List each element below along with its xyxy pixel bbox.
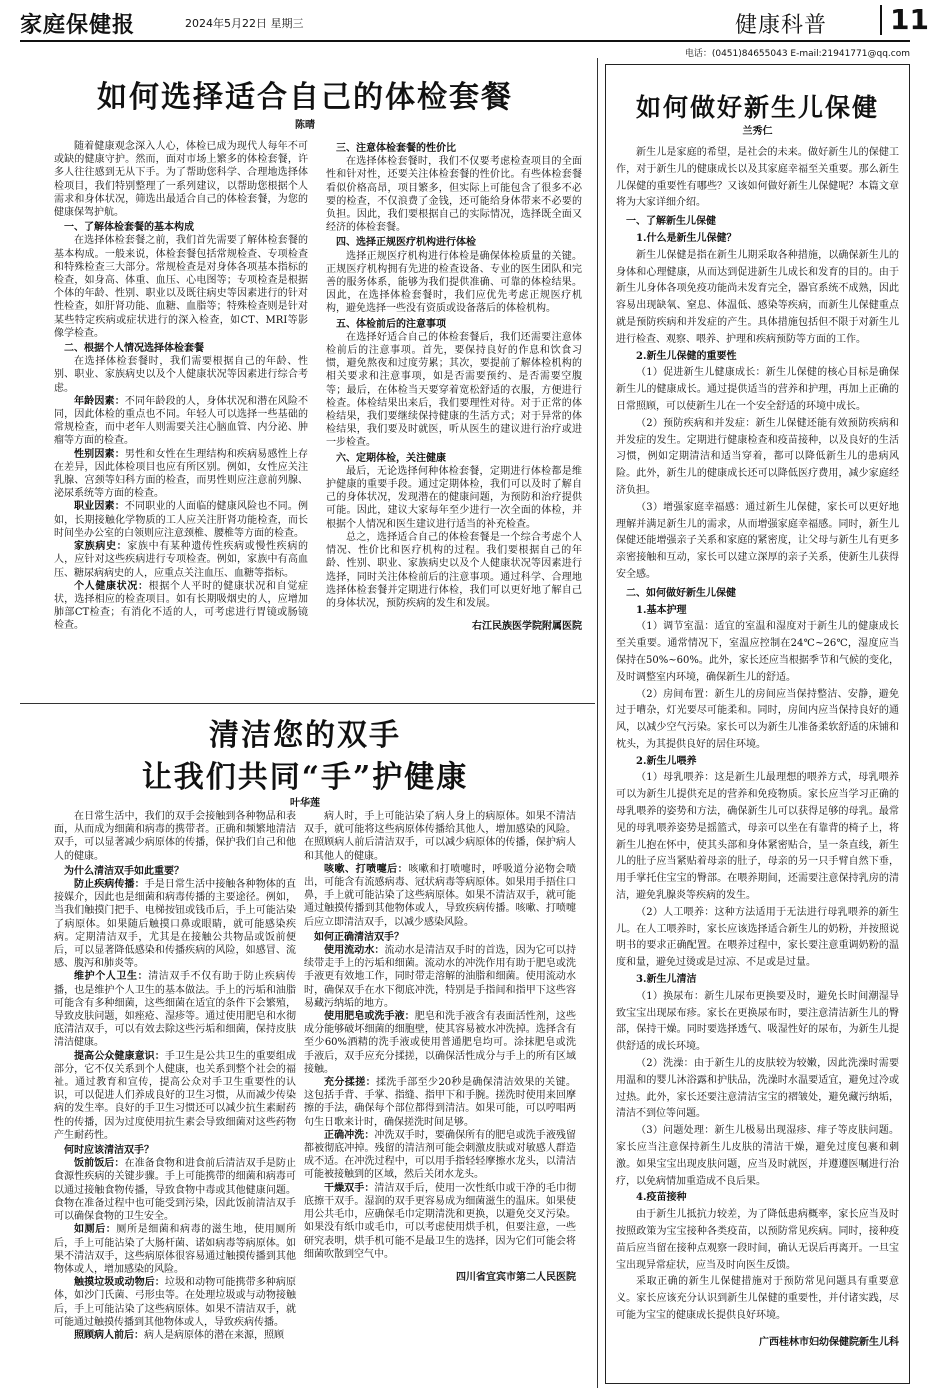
masthead xyxy=(20,3,929,38)
section-heading: 六、定期体检，关注健康 xyxy=(336,452,446,464)
paragraph: （2）人工喂养：这种方法适用于无法进行母乳喂养的新生儿。在人工喂养时，家长应该选择适合新生儿的奶粉，并按照说明书的要求正确配置。在喂养过程中，家长要注意重调奶粉的温度和量，避免过烫或是过凉、不足或是过量。 xyxy=(616,906,899,969)
paragraph-text: 不同职业的人面临的健康风险也不同。例如，长期接触化学物质的工人应关注肝肾功能检查，而长时间坐办公室的白领则应注意颈椎、腰椎等方面的检查。 xyxy=(54,501,308,539)
article2-column-1 xyxy=(54,810,296,1385)
paragraph: （1）促进新生儿健康成长：新生儿保健的核心目标是确保新生儿的健康成长。通过提供适当的营养和护理，再加上正确的日常照顾，可以使新生儿在一个安全舒适的环境中成长。 xyxy=(616,367,899,412)
section-heading: 五、体检前后的注意事项 xyxy=(336,318,446,330)
paragraph-text: 在准备食物和进食前后清洁双手是防止食源性疾病的关键步骤。手上可能携带的细菌和病毒可以通过接触食物传播，导致食物中毒或其他健康问题。食物在准备过程中也可能受到污染，因此饭前清洁双手可以确保食物的卫生安全。 xyxy=(54,1158,296,1223)
paragraph-text: 垃圾和动物可能携带多种病原体，如沙门氏菌、弓形虫等。在处理垃圾或与动物接触后，手上可能沾染了这些病原体。如果不清洁双手，就可能通过触摸传播到其他物体或人，导致疾病传播。 xyxy=(54,1277,296,1328)
section-heading: 一、了解体检套餐的基本构成 xyxy=(64,222,194,234)
paragraph xyxy=(304,863,576,929)
paragraph: 最后，无论选择何种体检套餐，定期进行体检都是维护健康的重要手段。通过定期体检，我们可以及时了解自己的身体状况，发现潜在的健康问题，为预防和治疗提供可能。因此，建议大家每年至少进行一次全面的体检，并根据个人情况和医生建议进行适当的补充检查。 xyxy=(326,465,582,530)
author-institution: 四川省宜宾市第二人民医院 xyxy=(456,1271,576,1283)
keyword-lead: 使用流动水： xyxy=(324,945,385,957)
paragraph xyxy=(54,1223,296,1276)
article2-author: 叶华莲 xyxy=(290,798,320,809)
paragraph-text: 清洁双手后，使用一次性纸巾或干净的毛巾彻底擦干双手。湿润的双手更容易成为细菌滋生的温床。如果使用公共毛巾，应确保毛巾定期清洗和更换，以避免交叉污染。如果没有纸巾或毛巾，可以考虑使用烘手机，但要注意，一些研究表明，烘手机可能不是最卫生的选择，因为它们可能会将细菌吹散到空气中。 xyxy=(304,1182,576,1260)
keyword-lead: 年龄因素： xyxy=(74,395,125,407)
paragraph: 在日常生活中，我们的双手会接触到各种物品和表面，从而成为细菌和病毒的携带者。正确和频繁地清洁双手，可以显著减少病原体的传播，保护我们自己和他人的健康。 xyxy=(54,811,296,862)
paragraph-text: 手卫生是公共卫生的重要组成部分，它不仅关系到个人健康，也关系到整个社会的福祉。通过教育和宣传，提高公众对手卫生重要性的认识，可以促进人们养成良好的卫生习惯，从而减少传染病的发生率。良好的手卫生习惯还可以减少抗生素耐药性的传播，因为过度使用抗生素会导致细菌对这些药物产生耐药性。 xyxy=(54,1050,296,1141)
section-heading: 二、如何做好新生儿保健 xyxy=(626,587,736,599)
section-heading: 三、注意体检套餐的性价比 xyxy=(336,143,456,154)
article2-title-line1: 清洁您的双手 xyxy=(209,718,401,753)
left-column-rule xyxy=(597,58,598,1388)
paragraph: （1）调节室温：适宜的室温和湿度对于新生儿的健康成长至关重要。通常情况下，室温应控制在24℃~26℃，湿度应当保持在50%~60%。此外，家长还应当根据季节和气候的变化，及时调整室内环境，确保新生儿的舒适。 xyxy=(616,621,899,683)
paragraph-text: 手是日常生活中接触各种物体的直接媒介，因此也是细菌和病毒传播的主要途径。例如，当我们触摸门把手、电梯按钮或钱币后，手上可能沾染了病原体。如果随后触摸口鼻或眼睛，就可能感染疾病。定期清洁双手，尤其是在接触公共物品或饭前便后，可以显著降低感染和传播疾病的风险，如感冒、流感、腹泻和肺炎等。 xyxy=(54,879,296,970)
paragraph-text: 揉洗手部至少20秒是确保清洁效果的关键。这包括手背、手掌、指缝、指甲下和手腕。搓洗时使用来回摩擦的手法，确保每个部位都得到清洁。如果可能，可以哼唱两句生日歌来计时，确保搓洗时间足够。 xyxy=(304,1077,576,1128)
paragraph: 在选择好适合自己的体检套餐后，我们还需要注意体检前后的注意事项。首先，要保持良好的作息和饮食习惯，避免熬夜和过度劳累；其次，要提前了解体检机构的相关要求和注意事项，如是否需要预约、是否需要空腹等；最后，在体检当天要穿着宽松舒适的衣服，方便进行检查。体检结果出来后，我们要理性对待。对于正常的体检结果，我们要继续保持健康的生活方式；对于异常的体检结果，我们要及时就医，听从医生的建议进行治疗或进一步检查。 xyxy=(326,331,582,449)
page-number: 11 xyxy=(880,5,929,35)
paragraph xyxy=(304,1010,576,1076)
paragraph: （1）换尿布：新生儿尿布更换要及时，避免长时间潮湿导致宝宝出现尿布疹。家长在更换尿布时，要注意清洁新生儿的臀部，保持干燥。同时要选择透气、吸湿性好的尿布，为新生儿提供舒适的成长环境。 xyxy=(616,990,899,1053)
subsection-heading: 2.新生儿喂养 xyxy=(636,755,697,767)
author-institution: 右江民族医学院附属医院 xyxy=(472,621,582,633)
paragraph-text: 病人是病原体的潜在来源，照顾 xyxy=(144,1329,284,1341)
paper-name: 家庭保健报 xyxy=(20,12,136,38)
section-heading: 为什么清洁双手如此重要？ xyxy=(64,865,184,877)
paragraph-text: 流动水是清洁双手时的首选，因为它可以持续带走手上的污垢和细菌。流动水的冲洗作用有助于肥皂或洗手液更有效地工作，同时带走溶解的油脂和细菌。使用流动水时，确保双手在水下彻底冲洗，特别是手指间和指甲下这些容易藏污纳垢的地方。 xyxy=(304,945,576,1009)
paragraph: 在选择体检套餐之前，我们首先需要了解体检套餐的基本构成。一般来说，体检套餐包括常规检查、专项检查和特殊检查三大部分。常规检查是对身体各项基本指标的检查，如身高、体重、血压、心电图等；专项检查是根据个体的年龄、性别、职业以及既往病史等因素进行的针对性检查，如肝肾功能、血糖、血脂等；特殊检查则是针对某些特定疾病或症状进行的深入检查，如CT、MRI等影像学检查。 xyxy=(54,235,308,339)
subsection-heading: 3.新生儿清洁 xyxy=(636,974,697,986)
paragraph: （3）问题处理：新生儿极易出现湿疹、痱子等皮肤问题。家长应当注意保持新生儿皮肤的清洁干燥，避免过度包裹和刺激。如果宝宝出现皮肤问题，应当及时就医，并遵遵医嘱进行治疗，以免病情加重造成不良后果。 xyxy=(616,1125,899,1187)
paragraph: 新生儿是家庭的希望，是社会的未来。做好新生儿的保健工作，对于新生儿的健康成长以及其家庭幸福至关重要。那么新生儿保健的重要性有哪些？又该如何做好新生儿保健呢？本篇文章将为大家详细介绍。 xyxy=(616,147,899,209)
keyword-lead: 充分揉搓： xyxy=(324,1077,377,1089)
article1-column-2 xyxy=(326,140,582,695)
paragraph xyxy=(54,540,308,580)
article1-author: 陈晴 xyxy=(295,120,315,131)
paragraph: （2）预防疾病和并发症：新生儿保健还能有效预防疾病和并发症的发生。定期进行健康检查和疫苗接种，以及良好的生活习惯，例如定期清洁和适当穿着，都可以降低新生儿的患病风险。此外，新生儿的健康成长还可以降低医疗费用，减少家庭经济负担。 xyxy=(616,417,899,496)
masthead-rule xyxy=(20,40,910,42)
paragraph: （2）洗澡：由于新生儿的皮肤较为较嫩，因此洗澡时需要用温和的婴儿沐浴露和护肤品，洗澡时水温要适宜，避免过冷或过热。此外，家长还要注意清洁宝宝的褶皱处，避免藏污纳垢，清洁不到位等问题。 xyxy=(616,1058,899,1120)
paragraph: 选择正规医疗机构进行体检是确保体检质量的关键。正规医疗机构拥有先进的检查设备、专业的医生团队和完善的服务体系，能够为我们提供准确、可靠的体检结果。因此，在选择体检套餐时，我们应优先考虑正规医疗机构，避免选择一些没有资质或设备落后的体检机构。 xyxy=(326,250,582,315)
keyword-lead: 家族病史： xyxy=(74,541,128,553)
keyword-lead: 干燥双手： xyxy=(324,1182,375,1194)
keyword-lead: 提高公众健康意识： xyxy=(74,1050,165,1062)
section-name: 健康科普 xyxy=(735,13,828,38)
section-heading: 四、选择正规医疗机构进行体检 xyxy=(336,237,476,249)
paragraph: 由于新生儿抵抗力较差，为了降低患病概率，家长应当及时按照政策为宝宝接种各类疫苗，以预防常见疾病。同时，接种疫苗后应当留在接种点观察一段时间，确认无误后再离开。一旦宝宝出现异常症状，应当及时向医生反馈。 xyxy=(616,1209,899,1271)
subsection-heading: 1.基本护理 xyxy=(636,604,687,616)
paragraph xyxy=(54,580,308,633)
contact-info: 电话：(0451)84655043 E-mail:21941771@qq.com xyxy=(684,49,910,59)
paragraph-text: 男性和女性在生理结构和疾病易感性上存在差异，因此体检项目也应有所区别。例如，女性应关注乳腺、宫颈等妇科方面的检查，而男性则应注意前列腺、泌尿系统等方面的检查。 xyxy=(54,448,308,500)
keyword-lead: 如厕后： xyxy=(74,1224,117,1236)
paragraph xyxy=(54,448,308,501)
paragraph: 在选择体检套餐时，我们需要根据自己的年龄、性别、职业、家族病史以及个人健康状况等因素进行综合考虑。 xyxy=(54,356,308,394)
paragraph xyxy=(304,1129,576,1182)
paragraph xyxy=(304,1182,576,1261)
article2-title-line2: 让我们共同“手”护健康 xyxy=(141,760,469,795)
paragraph-text: 冲洗双手时，要确保所有的肥皂或洗手液残留都被彻底冲掉。残留的清洁剂可能会刺激皮肤或对敏感人群造成不适。在冲洗过程中，可以用手指轻轻摩擦水龙头，以清洁可能被接触到的区域，然后关闭水龙头。 xyxy=(304,1129,576,1181)
paragraph: 随着健康观念深入人心，体检已成为现代人每年不可或缺的健康守护。然而，面对市场上繁多的体检套餐，许多人往往感到无从下手。为了帮助您科学、合理地选择体检项目，我们特别整理了一系列建议，以帮助您根据个人需求和身体状况，筛选出最适合自己的体检套餐，为您的健康保驾护航。 xyxy=(54,141,308,219)
section-heading: 如何正确清洁双手？ xyxy=(314,931,404,943)
keyword-lead: 维护个人卫生： xyxy=(74,971,149,983)
article3-body xyxy=(616,145,899,1377)
paragraph xyxy=(54,1329,296,1342)
section-heading: 一、了解新生儿保健 xyxy=(626,216,716,228)
article3-title: 如何做好新生儿保健 xyxy=(635,93,879,122)
paragraph xyxy=(54,1157,296,1223)
paragraph-text: 肥皂和洗手液含有表面活性剂，这些成分能够破坏细菌的细胞壁，使其容易被水冲洗掉。选择含有至少60%酒精的洗手液或使用普通肥皂均可。涂抹肥皂或洗手液后，双手应充分揉搓，以确保活性成分与手上的所有区域接触。 xyxy=(304,1011,576,1075)
author-institution: 广西桂林市妇幼保健院新生儿科 xyxy=(759,1336,899,1348)
article3-author: 兰秀仁 xyxy=(742,126,773,137)
keyword-lead: 饭前饭后： xyxy=(74,1158,125,1170)
article-divider xyxy=(20,703,595,704)
keyword-lead: 防止疾病传播： xyxy=(74,879,145,891)
paragraph-text: 根据个人平时的健康状况和自觉症状，选择相应的检查项目。如有长期吸烟史的人，应增加肺部CT检查；有消化不适的人，可考虑进行胃镜或肠镜检查。 xyxy=(54,580,308,632)
paragraph xyxy=(54,878,296,970)
keyword-lead: 个人健康状况： xyxy=(74,580,149,592)
section-heading: 二、根据个人情况选择体检套餐 xyxy=(64,343,204,355)
paragraph: （1）母乳喂养：这是新生儿最理想的喂养方式，母乳喂养可以为新生儿提供充足的营养和免疫物质。家长应当学习正确的母乳喂养的姿势和方法，确保新生儿可以获得足够的母乳。最常见的母乳喂养姿势是摇篮式，母亲可以坐在有靠背的椅子上，将新生儿抱在怀中，使其头部和身体紧密贴合，呈一条直线，新生儿的肚子应当紧贴着母亲的肚子，母亲的另一只手臂自然下垂，用手掌托住宝宝的臀部。在喂养期间，还需要注意保持乳房的清洁，避免乳腺炎等疾病的发生。 xyxy=(616,772,899,902)
subsection-heading: 1.什么是新生儿保健？ xyxy=(636,232,737,244)
paragraph-text: 家族中有某种遗传性疾病或慢性疾病的人，应针对这些疾病进行专项检查。例如，家族中有高血压、糖尿病病史的人，应重点关注血压、血糖等指标。 xyxy=(54,541,308,579)
paragraph-text: 清洁双手不仅有助于防止疾病传播，也是维护个人卫生的基本做法。手上的污垢和油脂可能含有多种细菌，这些细菌在适宜的条件下会繁殖，导致皮肤问题，如痤疮、湿疹等。通过使用肥皂和水彻底清洁双手，可以有效去除这些污垢和细菌，保持皮肤清洁健康。 xyxy=(54,971,296,1049)
paragraph xyxy=(54,1050,296,1142)
paragraph xyxy=(304,944,576,1010)
keyword-lead: 使用肥皂或洗手液： xyxy=(324,1011,415,1023)
paragraph: （2）房间布置：新生儿的房间应当保持整洁、安静，避免过于嘈杂，灯光要尽可能柔和。同时，房间内应当保持良好的通风，以减少空气污染。家长可以为新生儿准备柔软舒适的床铺和枕头，为其提供良好的居住环境。 xyxy=(616,688,899,750)
article2-column-2 xyxy=(304,810,576,1385)
article1-title: 如何选择适合自己的体检套餐 xyxy=(97,80,513,115)
article1-column-1 xyxy=(54,140,308,685)
paragraph xyxy=(54,1276,296,1329)
paragraph: （3）增强家庭幸福感：通过新生儿保健，家长可以更好地理解并满足新生儿的需求，从而增强家庭幸福感。同时，新生儿保健还能增强亲子关系和家庭的紧密度，让父母与新生儿有更多亲密接触和互动，家长可以建立深厚的亲子关系，使新生儿获得安全感。 xyxy=(616,501,899,580)
paragraph-text: 咳嗽和打喷嚏时，呼吸道分泌物会喷出，可能含有流感病毒、冠状病毒等病原体。如果用手捂住口鼻，手上就可能沾染了这些病原体。如果不清洁双手，就可能通过触摸传播到其他物体或人，导致疾病传播。咳嗽、打喷嚏后应立即清洁双手，以减少感染风险。 xyxy=(304,863,576,928)
paragraph: 总之，选择适合自己的体检套餐是一个综合考虑个人情况、性价比和医疗机构的过程。我们要根据自己的年龄、性别、职业、家族病史以及个人健康状况等因素进行选择，同时关注体检前后的注意事项。通过科学、合理地选择体检套餐并定期进行体检，我们可以更好地了解自己的身体状况，预防疾病的发生和发展。 xyxy=(326,531,582,609)
issue-date: 2024年5月22日 星期三 xyxy=(185,17,304,30)
paragraph xyxy=(54,395,308,448)
keyword-lead: 触摸垃圾或动物后： xyxy=(74,1277,165,1289)
paragraph-text: 厕所是细菌和病毒的滋生地，使用厕所后，手上可能沾染了大肠杆菌、诺如病毒等病原体。如果不清洁双手，这些病原体很容易通过触摸传播到其他物体或人，增加感染的风险。 xyxy=(54,1224,296,1275)
paragraph: 在选择体检套餐时，我们不仅要考虑检查项目的全面性和针对性，还要关注体检套餐的性价比。有些体检套餐看似价格高昂，项目繁多，但实际上可能包含了很多不必要的检查，不仅浪费了金钱，还可能给身体带来不必要的负担。因此，我们要根据自己的实际情况，选择既全面又经济的体检套餐。 xyxy=(326,156,582,234)
keyword-lead: 职业因素： xyxy=(74,501,125,513)
subsection-heading: 4.疫苗接种 xyxy=(636,1192,687,1204)
paragraph: 新生儿保健是指在新生儿期采取各种措施，以确保新生儿的身体和心理健康，从而达到促进新生儿成长和发育的目的。由于新生儿身体各项免疫功能尚未发育完全，器官系统不成熟，因此容易出现缺氧、窒息、体温低、感染等疾病，而新生儿保健重点就是预防疾病和并发症的产生。具体措施包括但不限于对新生儿进行检查、观察、喂养、护理和疾病预防等方面的工作。 xyxy=(616,249,899,345)
paragraph xyxy=(54,970,296,1049)
paragraph xyxy=(304,1076,576,1129)
paragraph: 病人时，手上可能沾染了病人身上的病原体。如果不清洁双手，就可能将这些病原体传播给其他人，增加感染的风险。在照顾病人前后清洁双手，可以减少病原体的传播，保护病人和其他人的健康。 xyxy=(304,811,576,862)
subsection-heading: 2.新生儿保健的重要性 xyxy=(636,350,737,362)
keyword-lead: 咳嗽、打喷嚏后： xyxy=(324,863,409,875)
keyword-lead: 正确冲洗： xyxy=(324,1129,375,1141)
paragraph xyxy=(54,500,308,540)
paragraph-text: 不同年龄段的人，身体状况和潜在风险不同，因此体检的重点也不同。年轻人可以选择一些基础的常规检查，而中老年人则需要关注心脑血管、内分泌、肿瘤等方面的检查。 xyxy=(54,395,308,447)
section-heading: 何时应该清洁双手？ xyxy=(64,1145,154,1157)
keyword-lead: 性别因素： xyxy=(74,448,125,460)
keyword-lead: 照顾病人前后： xyxy=(74,1329,144,1341)
paragraph: 采取正确的新生儿保健措施对于预防常见问题具有重要意义。家长应该充分认识到新生儿保健的重要性，并付诸实践，尽可能为宝宝的健康成长提供良好环境。 xyxy=(616,1276,899,1321)
